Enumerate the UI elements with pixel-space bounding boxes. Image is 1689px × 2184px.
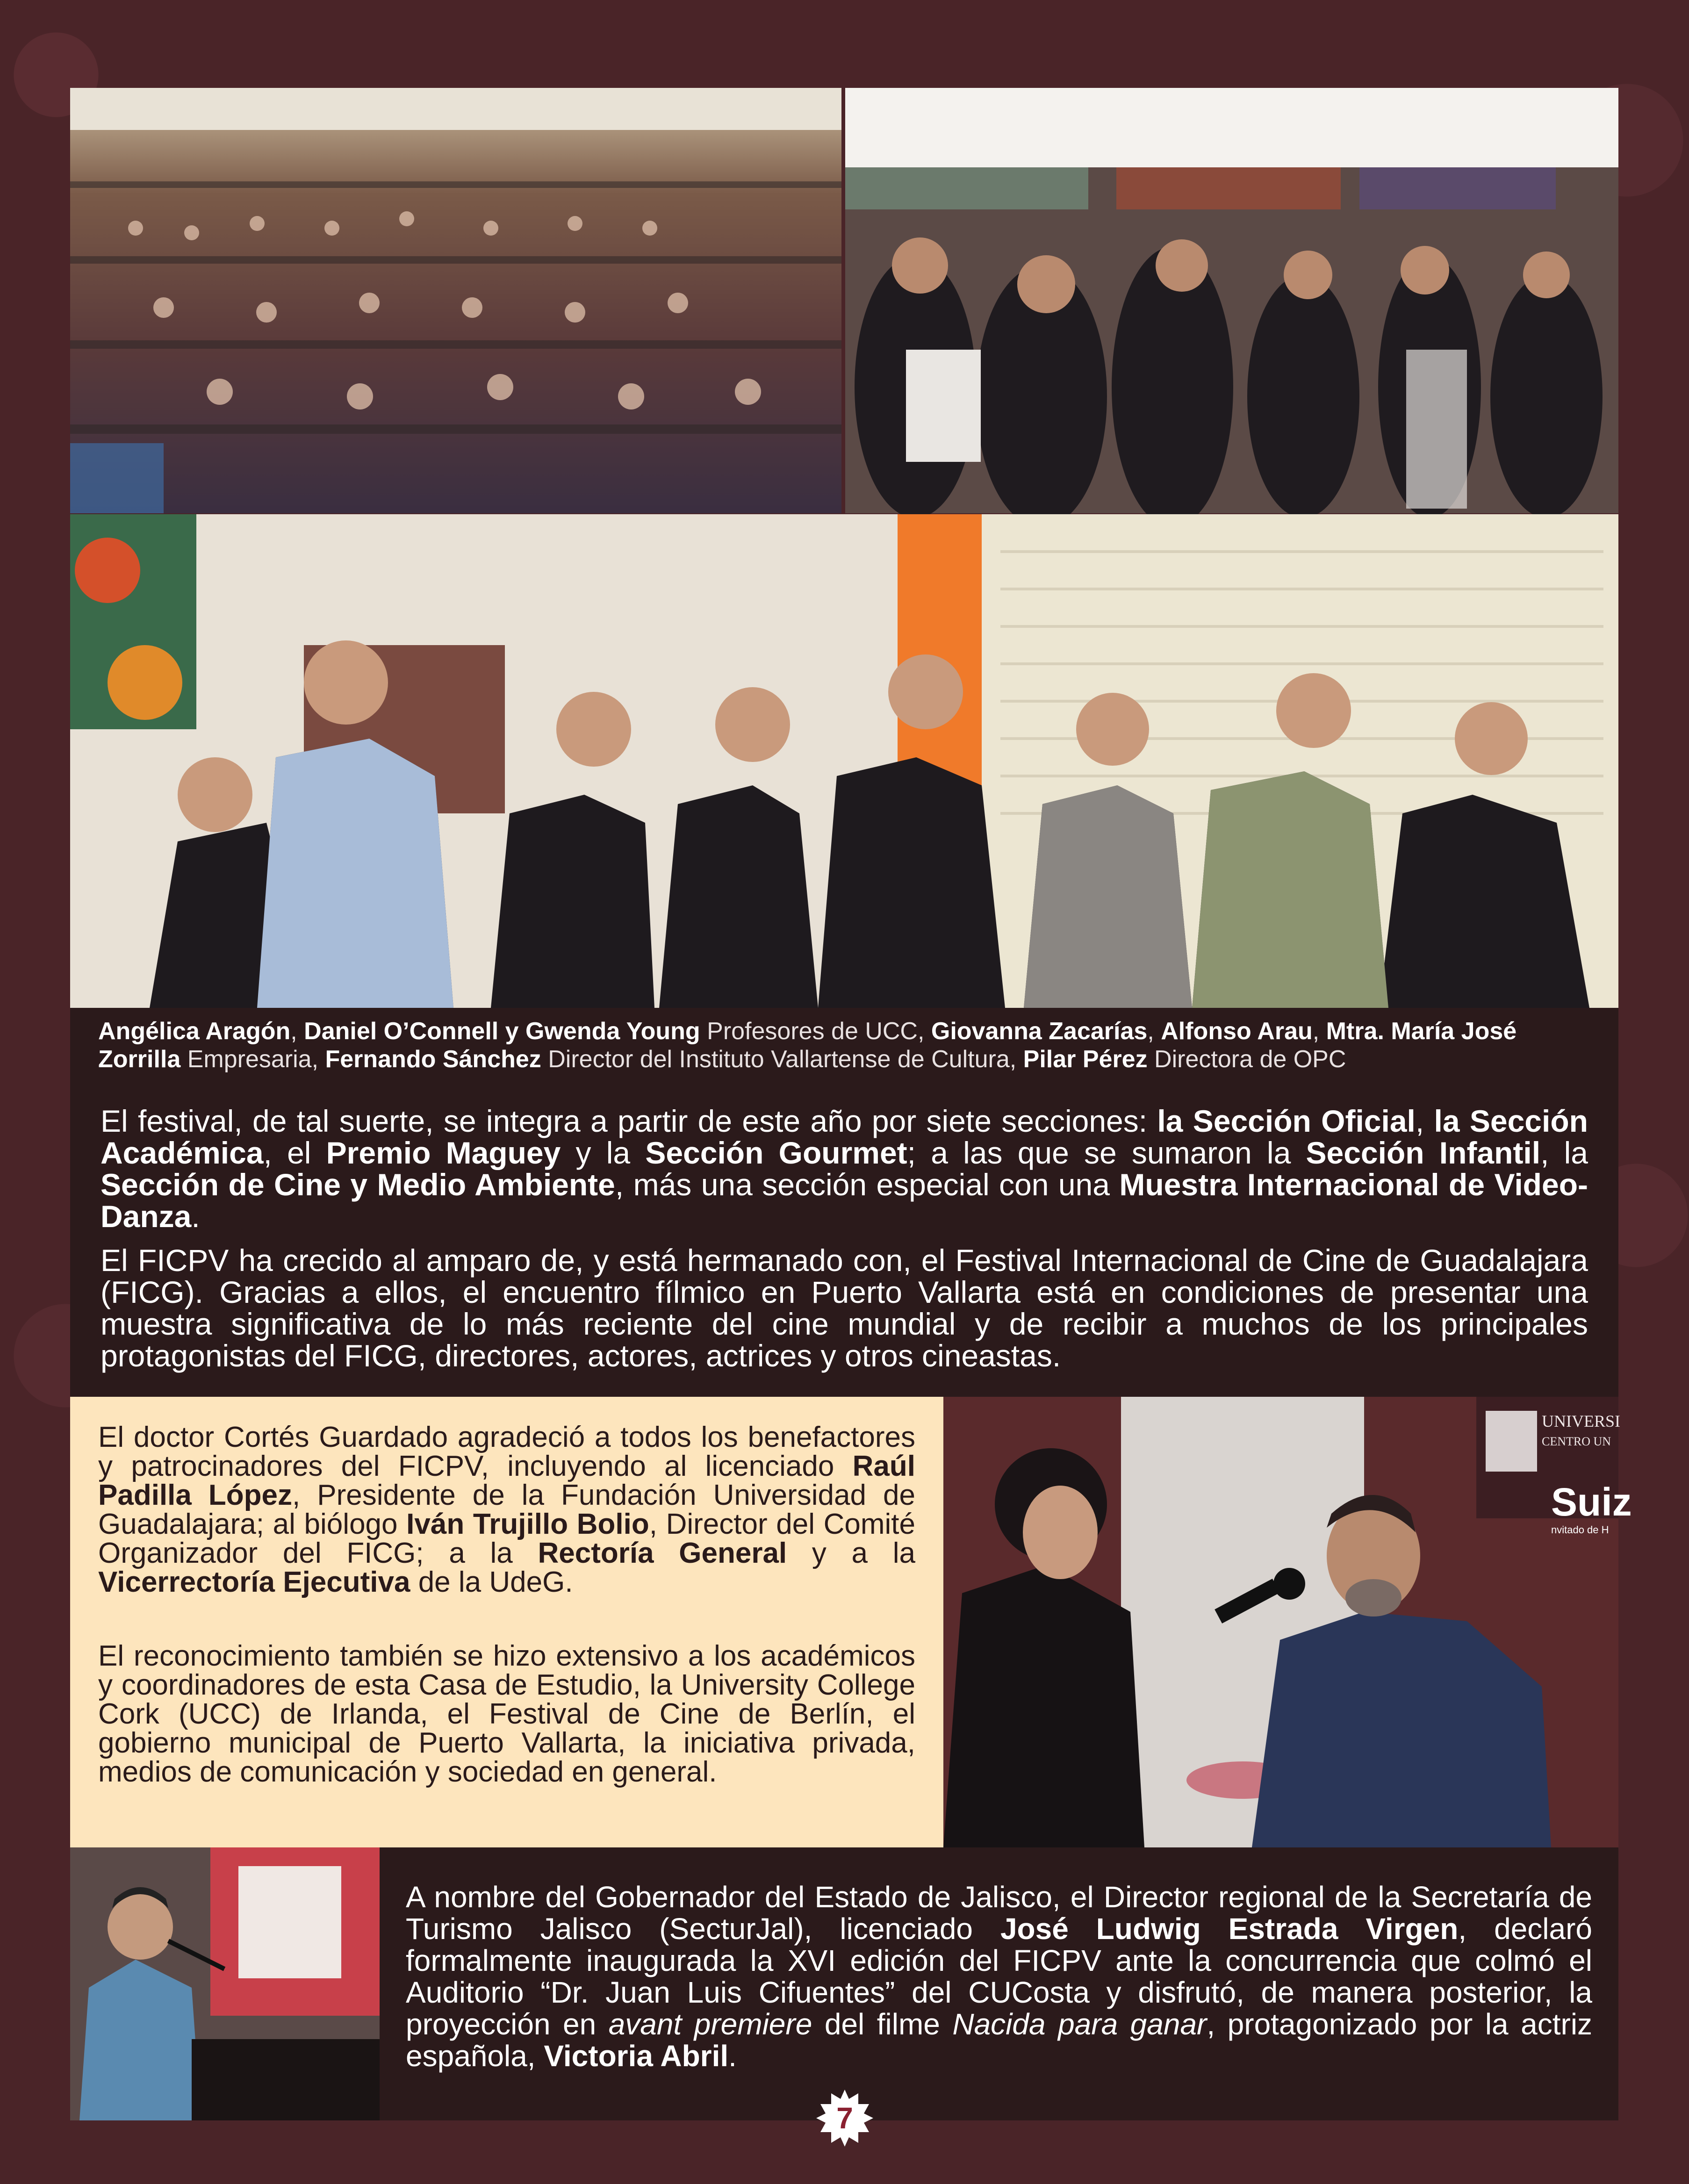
text-run: . — [728, 2039, 737, 2073]
paragraph-benefactors — [98, 1423, 915, 1597]
acknowledgements-box — [70, 1397, 943, 1847]
photo-lobby-crowd — [845, 88, 1618, 513]
caption-text: Director del Instituto Vallartense de Cultura, — [541, 1046, 1023, 1073]
caption-name: Mtra. María José Zorrilla — [98, 1018, 1517, 1073]
text-bold: Muestra Internacional de Video-Danza — [101, 1167, 1588, 1234]
paragraph-sections — [101, 1105, 1588, 1232]
text-run: El doctor Cortés Guardado agradeció a todos los benefactores y patrocinadores del FICPV, incluyendo al licenciado — [98, 1421, 915, 1482]
caption-text: Profesores de UCC, — [700, 1018, 931, 1045]
text-run: , protagonizado por la actriz española, — [406, 2007, 1593, 2073]
text-run: A nombre del Gobernador del Estado de Jalisco, el Director regional de la Secretaría de Turismo Jalisco (SecturJal), licenciado — [406, 1880, 1592, 1946]
text-italic: avant premiere — [608, 2007, 812, 2041]
article-text-block — [70, 1092, 1618, 1397]
text-run: , Director del Comité Organizador del FICG; a la — [98, 1508, 915, 1569]
caption-text: , — [1147, 1018, 1161, 1045]
caption-name: Daniel O’Connell y Gwenda Young — [304, 1018, 700, 1045]
text-bold: la Sección Académica — [101, 1104, 1588, 1170]
text-bold: Sección de Cine y Medio Ambiente — [101, 1167, 615, 1202]
article-closing-text — [380, 1847, 1618, 2120]
text-run: , más una sección especial con una — [615, 1167, 1120, 1202]
sign-line: UNIVERSI — [1542, 1412, 1620, 1430]
text-run: de la UdeG. — [410, 1566, 573, 1598]
text-bold: Rectoría General — [538, 1537, 787, 1569]
paragraph-ficg: El FICPV ha crecido al amparo de, y está hermanado con, el Festival Internacional de Cine de Guadalajara (FICG). Gracias a ellos, el encuentro fílmico en Puerto Vallarta está en condiciones de presentar una muestra significativa de lo más reciente del cine mundial y de recibir a muchos de los principales protagonistas del FICG, directores, actores, actrices y otros cineastas. — [101, 1243, 1588, 1373]
text-bold: Iván Trujillo Bolio — [406, 1508, 649, 1540]
text-run: , Presidente de la Fundación Universidad de Guadalajara; al biólogo — [98, 1479, 915, 1540]
text-bold: Victoria Abril — [544, 2039, 729, 2073]
photo-speaker-podium — [70, 1847, 380, 2120]
caption-name: Angélica Aragón — [98, 1018, 291, 1045]
sign-big-text: Suiz — [1551, 1480, 1632, 1524]
photo-interview — [943, 1397, 1632, 1847]
page-number-badge — [815, 2089, 874, 2148]
page-number: 7 — [836, 2101, 853, 2135]
text-run: . — [191, 1199, 200, 1234]
photo-group-guests — [70, 514, 1618, 1008]
text-run: El festival, de tal suerte, se integra a partir de este año por siete secciones: — [101, 1104, 1157, 1138]
text-bold: Sección Gourmet — [645, 1135, 907, 1170]
caption-text: , — [1312, 1018, 1326, 1045]
sign-line: CENTRO UN — [1542, 1435, 1611, 1448]
text-bold: Premio Maguey — [326, 1135, 561, 1170]
sign-university — [1542, 1411, 1621, 1452]
text-run: , la — [1540, 1135, 1588, 1170]
photo-auditorium-audience — [70, 88, 841, 513]
photo-caption — [70, 1008, 1618, 1092]
text-bold: Sección Infantil — [1306, 1135, 1541, 1170]
text-bold: Vicerrectoría Ejecutiva — [98, 1566, 410, 1598]
caption-text: Directora de OPC — [1147, 1046, 1346, 1073]
text-bold: Raúl Padilla López — [98, 1450, 915, 1511]
caption-text: , — [290, 1018, 304, 1045]
text-bold: José Ludwig Estrada Virgen — [1000, 1912, 1459, 1946]
text-run: y la — [561, 1135, 646, 1170]
text-run: , el — [263, 1135, 326, 1170]
caption-name: Alfonso Arau — [1161, 1018, 1313, 1045]
sign-suiza — [1551, 1480, 1632, 1537]
text-italic: Nacida para ganar — [952, 2007, 1207, 2041]
sign-small-text: nvitado de H — [1551, 1524, 1609, 1536]
paragraph-recognition: El reconocimiento también se hizo extensivo a los académicos y coordinadores de esta Casa de Estudio, la University College Cork (UCC) de Irlanda, el Festival de Cine de Berlín, el gobierno municipal de Puerto Vallarta, la iniciativa privada, medios de comunicación y sociedad en general. — [98, 1640, 915, 1788]
caption-name: Fernando Sánchez — [325, 1046, 541, 1073]
caption-name: Giovanna Zacarías — [931, 1018, 1148, 1045]
text-bold: la Sección Oficial — [1157, 1104, 1416, 1138]
caption-text: Empresaria, — [180, 1046, 325, 1073]
text-run: , declaró formalmente inaugurada la XVI edición del FICPV ante la concurrencia que colmó el Auditorio “Dr. Juan Luis Cifuentes” del CUCosta y disfrutó, de manera posterior, la proyección en — [406, 1912, 1593, 2041]
text-run: ; a las que se sumaron la — [907, 1135, 1306, 1170]
text-run: y a la — [787, 1537, 915, 1569]
text-run: , — [1415, 1104, 1434, 1138]
text-run: del filme — [812, 2007, 953, 2041]
caption-name: Pilar Pérez — [1023, 1046, 1148, 1073]
